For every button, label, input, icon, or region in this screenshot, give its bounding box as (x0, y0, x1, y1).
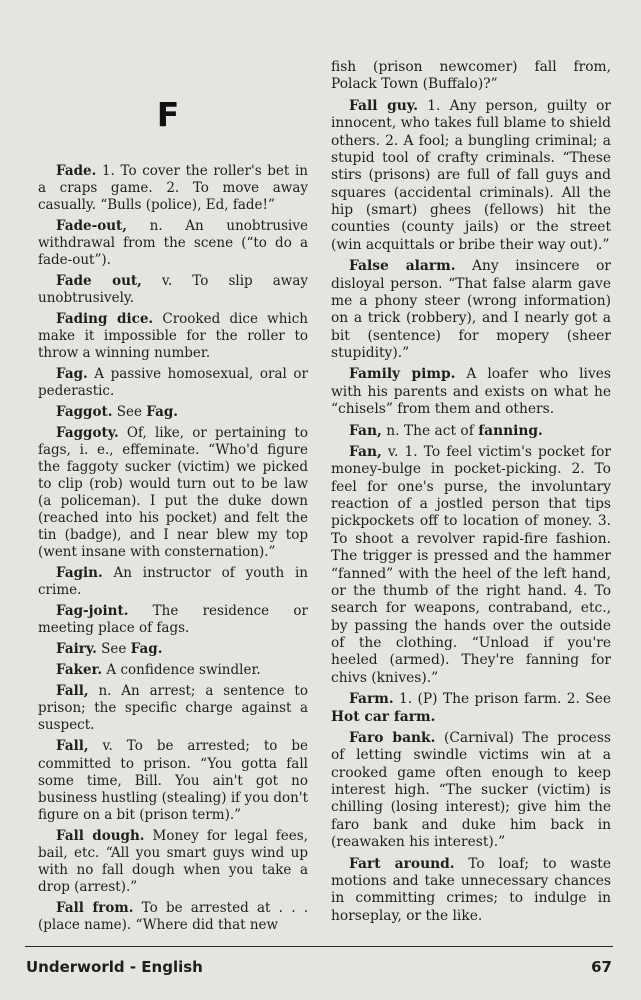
entry-term: Fall, (56, 683, 89, 700)
entry-cross-reference: Fag. (146, 404, 178, 421)
entry-definition: v. To be arrested; to be committed to prison. “You gotta fall some time, Bill. You ain't got no business hustling (stealing) if you don't figure on a bit (prison term).” (38, 738, 308, 823)
dictionary-entry (38, 163, 308, 214)
dictionary-entry (331, 444, 611, 687)
entry-definition: n. The act of (381, 422, 479, 439)
running-title: Underworld - English (26, 958, 203, 976)
entry-definition: Of, like, or pertaining to fags, i. e., effeminate. “Who'd figure the faggoty sucker (victim) we picked to clip (rob) would turn out to be law (a policeman). I put the duke down (reached into his pocket) and felt the tin (badge), and I near blew my top (went insane with consternation).” (38, 425, 308, 561)
entry-term: Faggot. (56, 404, 113, 421)
entry-cross-reference: Fag. (130, 641, 163, 658)
dictionary-entry (38, 603, 308, 637)
dictionary-entry (38, 311, 308, 362)
dictionary-entry (38, 565, 308, 599)
dictionary-entry (331, 730, 611, 852)
dictionary-entry (331, 691, 611, 726)
entry-definition: 1. Any person, guilty or innocent, who takes full blame to shield others. 2. A fool; a bungling criminal; a stupid tool of crafty criminals. “These stirs (prisons) are full of fall guys and squares (accidental criminals). All the hip (smart) ghees (fellows) hit the counties (county jails) or the street (win acquittals or bribe their way out).” (331, 97, 611, 253)
dictionary-entry (38, 425, 308, 561)
entry-definition: 1. To cover the roller's bet in a craps game. 2. To move away casually. “Bulls (police), Ed, fade!” (38, 163, 308, 214)
dictionary-entry (38, 683, 308, 734)
entry-definition: 1. (P) The prison farm. 2. See (393, 691, 611, 708)
dictionary-entry (38, 404, 308, 421)
dictionary-entry (38, 641, 308, 658)
entry-definition: v. To slip away unobtrusively. (38, 273, 308, 307)
entry-definition: Crooked dice which make it impossible for the roller to throw a winning number. (38, 311, 308, 362)
entry-definition: A passive homosexual, oral or pederastic. (38, 366, 308, 400)
entry-term: Fade-out, (56, 218, 127, 235)
entry-definition: Money for legal fees, bail, etc. “All you smart guys wind up with no fall dough when you take a drop (arrest).” (38, 827, 309, 895)
entry-definition: n. An unobtrusive withdrawal from the scene (“to do a fade-out”). (38, 218, 308, 269)
entry-term: Faro bank. (349, 729, 436, 746)
page-number: 67 (591, 958, 612, 976)
entry-term: Family pimp. (349, 366, 456, 383)
entry-definition: Any insincere or disloyal person. “That false alarm gave me a phony steer (wrong information) on a trick (robbery), and I nearly got a bit (sentence) for mopery (sheer stupidity).” (331, 258, 611, 361)
entry-term: Fall, (56, 738, 89, 755)
entry-definition: (Carnival) The process of letting swindle victims win at a crooked game often enough to keep interest high. “The sucker (victim) is chilling (losing interest); give him the faro bank and duke him back in (reawaken his interest).” (331, 729, 611, 851)
entry-term: Fade out, (56, 273, 142, 290)
dictionary-entry (331, 423, 611, 440)
left-column (38, 0, 308, 938)
dictionary-entry (38, 218, 308, 269)
right-column (331, 0, 611, 929)
entry-cross-reference: Hot car farm. (331, 708, 436, 725)
entry-definition: A loafer who lives with his parents and exists on what he “chisels” from them and others. (331, 366, 611, 418)
entry-definition: To be arrested at . . . (place name). “Where did that new (38, 899, 308, 933)
entry-definition: An instructor of youth in crime. (38, 565, 308, 599)
entry-definition: fish (prison newcomer) fall from, Polack Town (Buffalo)?” (331, 59, 611, 93)
entry-term: Fag. (56, 366, 88, 383)
entry-definition: v. 1. To feel victim's pocket for money-bulge in pocket-picking. 2. To feel for one's purse, the involuntary reaction of a jostled person that tips pickpockets off to location of money. 3. To shoot a revolver rapid-fire fashion. The trigger is pressed and the hammer “fanned” with the heel of the left hand, or the thumb of the right hand. 4. To search for weapons, contraband, etc., by passing the hands over the outside of the clothing. “Unload if you're heeled (armed). They're fanning for chivs (knives).” (331, 443, 611, 686)
entry-term: Farm. (349, 691, 394, 708)
dictionary-entry (38, 900, 308, 934)
entry-definition: n. An arrest; a sentence to prison; the specific charge against a suspect. (38, 683, 308, 734)
entry-term: Fall from. (56, 899, 134, 916)
footer-rule (25, 946, 613, 947)
entry-term: Fag-joint. (56, 603, 129, 620)
entry-cross-reference: fanning. (478, 422, 543, 439)
dictionary-entry (38, 366, 308, 400)
dictionary-entry (38, 828, 308, 896)
dictionary-entry (331, 258, 611, 362)
entry-term: Fade. (56, 163, 97, 179)
dictionary-entry (331, 856, 611, 926)
dictionary-entry (38, 662, 308, 679)
dictionary-entry (331, 98, 611, 254)
entry-definition: See (96, 641, 131, 658)
entry-term: Fan, (349, 422, 382, 439)
entry-term: Fan, (349, 443, 382, 460)
entry-term: Faker. (56, 662, 103, 679)
entry-term: Faggoty. (56, 425, 119, 442)
entry-term: False alarm. (349, 258, 456, 275)
entry-definition: To loaf; to waste motions and take unnecessary chances in committing crimes; to indulge in horseplay, or the like. (331, 855, 611, 924)
dictionary-entry (331, 366, 611, 418)
entry-term: Fart around. (349, 855, 455, 872)
entry-term: Fading dice. (56, 311, 154, 328)
entry-term: Fall dough. (56, 827, 145, 844)
entry-term: Fall guy. (349, 97, 419, 114)
entry-definition: A confidence swindler. (102, 662, 261, 679)
section-letter: F (156, 95, 180, 134)
entry-definition: See (112, 404, 147, 421)
entry-continuation (331, 59, 611, 94)
entry-term: Fagin. (56, 565, 103, 582)
entry-term: Fairy. (56, 641, 97, 658)
entry-definition: The residence or meeting place of fags. (38, 603, 308, 637)
dictionary-entry (38, 738, 308, 823)
dictionary-entry (38, 273, 308, 307)
